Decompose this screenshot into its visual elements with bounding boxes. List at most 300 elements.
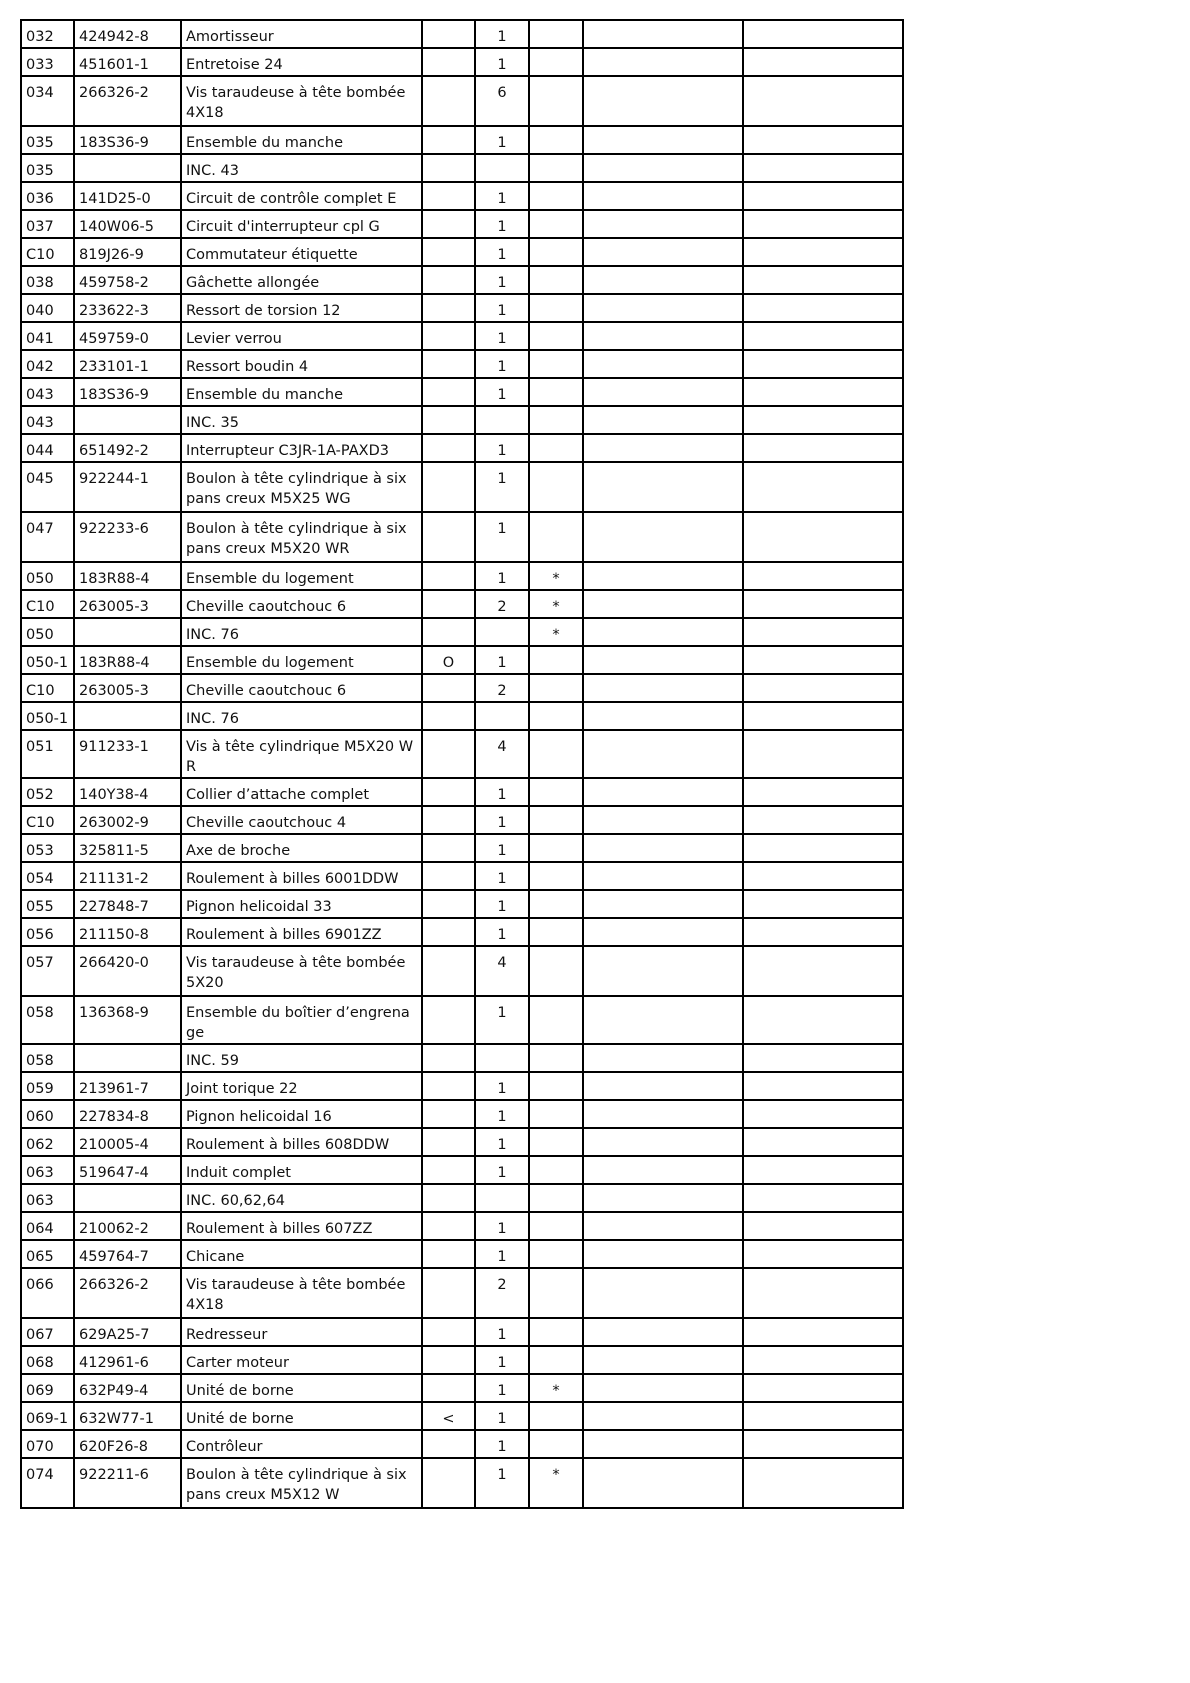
table-row: [21, 1430, 903, 1458]
quantity-cell: 6: [475, 76, 529, 126]
description-cell: Entretoise 24: [181, 48, 422, 76]
blank-cell: [583, 806, 743, 834]
mark-cell: [422, 182, 475, 210]
table-row: [21, 48, 903, 76]
blank-cell: [583, 946, 743, 996]
part-code-cell: [74, 618, 181, 646]
description-cell: Pignon helicoidal 16: [181, 1100, 422, 1128]
mark-cell: [422, 996, 475, 1044]
blank-cell: [583, 512, 743, 562]
blank-cell: [583, 434, 743, 462]
blank-cell: [743, 406, 903, 434]
blank-cell: [743, 778, 903, 806]
note-cell: [529, 1346, 583, 1374]
part-code-cell: 227848-7: [74, 890, 181, 918]
blank-cell: [583, 210, 743, 238]
item-number-cell: 052: [21, 778, 74, 806]
blank-cell: [583, 1184, 743, 1212]
mark-cell: [422, 350, 475, 378]
part-code-cell: 325811-5: [74, 834, 181, 862]
blank-cell: [743, 1128, 903, 1156]
mark-cell: [422, 154, 475, 182]
table-row: [21, 378, 903, 406]
description-cell: Boulon à tête cylindrique à six pans creux M5X20 WR: [181, 512, 422, 562]
note-cell: [529, 322, 583, 350]
note-cell: [529, 1212, 583, 1240]
mark-cell: [422, 126, 475, 154]
note-cell: [529, 890, 583, 918]
note-cell: [529, 48, 583, 76]
quantity-cell: 1: [475, 996, 529, 1044]
part-code-cell: 424942-8: [74, 20, 181, 48]
quantity-cell: 1: [475, 378, 529, 406]
note-cell: *: [529, 590, 583, 618]
mark-cell: [422, 1374, 475, 1402]
blank-cell: [583, 918, 743, 946]
note-cell: [529, 1430, 583, 1458]
blank-cell: [743, 1100, 903, 1128]
description-cell: Joint torique 22: [181, 1072, 422, 1100]
item-number-cell: 047: [21, 512, 74, 562]
note-cell: [529, 918, 583, 946]
item-number-cell: 058: [21, 996, 74, 1044]
mark-cell: [422, 890, 475, 918]
note-cell: [529, 778, 583, 806]
blank-cell: [743, 562, 903, 590]
item-number-cell: 036: [21, 182, 74, 210]
description-cell: Vis taraudeuse à tête bombée 4X18: [181, 76, 422, 126]
quantity-cell: 1: [475, 1346, 529, 1374]
blank-cell: [743, 76, 903, 126]
quantity-cell: 4: [475, 946, 529, 996]
quantity-cell: [475, 406, 529, 434]
quantity-cell: 1: [475, 1100, 529, 1128]
blank-cell: [743, 890, 903, 918]
table-row: [21, 890, 903, 918]
note-cell: [529, 406, 583, 434]
quantity-cell: 1: [475, 512, 529, 562]
mark-cell: [422, 1240, 475, 1268]
item-number-cell: 063: [21, 1156, 74, 1184]
item-number-cell: 041: [21, 322, 74, 350]
table-row: [21, 834, 903, 862]
part-code-cell: 629A25-7: [74, 1318, 181, 1346]
note-cell: [529, 266, 583, 294]
description-cell: Axe de broche: [181, 834, 422, 862]
blank-cell: [743, 20, 903, 48]
part-code-cell: 519647-4: [74, 1156, 181, 1184]
part-code-cell: [74, 406, 181, 434]
table-row: [21, 562, 903, 590]
note-cell: [529, 674, 583, 702]
note-cell: [529, 210, 583, 238]
quantity-cell: 1: [475, 918, 529, 946]
part-code-cell: 140Y38-4: [74, 778, 181, 806]
item-number-cell: 040: [21, 294, 74, 322]
quantity-cell: 2: [475, 674, 529, 702]
blank-cell: [583, 996, 743, 1044]
item-number-cell: 045: [21, 462, 74, 512]
part-code-cell: 819J26-9: [74, 238, 181, 266]
mark-cell: [422, 778, 475, 806]
mark-cell: [422, 1346, 475, 1374]
quantity-cell: 1: [475, 890, 529, 918]
blank-cell: [583, 238, 743, 266]
mark-cell: [422, 1128, 475, 1156]
blank-cell: [743, 590, 903, 618]
blank-cell: [583, 1212, 743, 1240]
description-cell: Induit complet: [181, 1156, 422, 1184]
part-code-cell: 459758-2: [74, 266, 181, 294]
part-code-cell: 266420-0: [74, 946, 181, 996]
blank-cell: [743, 238, 903, 266]
quantity-cell: 1: [475, 1240, 529, 1268]
blank-cell: [743, 834, 903, 862]
table-row: [21, 806, 903, 834]
blank-cell: [583, 350, 743, 378]
quantity-cell: 1: [475, 210, 529, 238]
blank-cell: [583, 126, 743, 154]
blank-cell: [743, 730, 903, 778]
note-cell: *: [529, 618, 583, 646]
note-cell: [529, 434, 583, 462]
description-cell: Roulement à billes 608DDW: [181, 1128, 422, 1156]
table-row: [21, 1268, 903, 1318]
quantity-cell: 1: [475, 238, 529, 266]
part-code-cell: [74, 1044, 181, 1072]
mark-cell: [422, 806, 475, 834]
quantity-cell: 1: [475, 646, 529, 674]
description-cell: Ensemble du logement: [181, 562, 422, 590]
item-number-cell: 055: [21, 890, 74, 918]
blank-cell: [583, 1402, 743, 1430]
description-cell: Vis taraudeuse à tête bombée 5X20: [181, 946, 422, 996]
blank-cell: [583, 646, 743, 674]
note-cell: *: [529, 1458, 583, 1508]
blank-cell: [743, 126, 903, 154]
blank-cell: [743, 462, 903, 512]
part-code-cell: [74, 154, 181, 182]
blank-cell: [743, 294, 903, 322]
table-row: [21, 1072, 903, 1100]
item-number-cell: 057: [21, 946, 74, 996]
item-number-cell: 070: [21, 1430, 74, 1458]
blank-cell: [583, 462, 743, 512]
blank-cell: [743, 1240, 903, 1268]
mark-cell: [422, 730, 475, 778]
item-number-cell: 056: [21, 918, 74, 946]
mark-cell: [422, 1156, 475, 1184]
note-cell: [529, 1044, 583, 1072]
mark-cell: [422, 322, 475, 350]
description-cell: Unité de borne: [181, 1374, 422, 1402]
item-number-cell: 064: [21, 1212, 74, 1240]
table-row: [21, 1374, 903, 1402]
part-code-cell: 233101-1: [74, 350, 181, 378]
note-cell: [529, 182, 583, 210]
blank-cell: [583, 702, 743, 730]
note-cell: [529, 1072, 583, 1100]
mark-cell: [422, 1072, 475, 1100]
mark-cell: [422, 1458, 475, 1508]
mark-cell: [422, 1044, 475, 1072]
blank-cell: [743, 48, 903, 76]
note-cell: *: [529, 562, 583, 590]
description-cell: Levier verrou: [181, 322, 422, 350]
description-cell: Circuit de contrôle complet E: [181, 182, 422, 210]
blank-cell: [583, 154, 743, 182]
table-row: [21, 996, 903, 1044]
mark-cell: [422, 1212, 475, 1240]
note-cell: [529, 1240, 583, 1268]
table-row: [21, 918, 903, 946]
mark-cell: [422, 1100, 475, 1128]
quantity-cell: [475, 1184, 529, 1212]
part-code-cell: 922233-6: [74, 512, 181, 562]
mark-cell: [422, 590, 475, 618]
quantity-cell: 1: [475, 862, 529, 890]
quantity-cell: 1: [475, 1072, 529, 1100]
description-cell: Boulon à tête cylindrique à six pans creux M5X25 WG: [181, 462, 422, 512]
blank-cell: [743, 210, 903, 238]
part-code-cell: 136368-9: [74, 996, 181, 1044]
table-row: [21, 702, 903, 730]
blank-cell: [743, 378, 903, 406]
table-row: [21, 1240, 903, 1268]
item-number-cell: 037: [21, 210, 74, 238]
part-code-cell: 459764-7: [74, 1240, 181, 1268]
mark-cell: [422, 702, 475, 730]
blank-cell: [583, 862, 743, 890]
part-code-cell: 922244-1: [74, 462, 181, 512]
table-row: [21, 238, 903, 266]
item-number-cell: 058: [21, 1044, 74, 1072]
item-number-cell: 062: [21, 1128, 74, 1156]
part-code-cell: 141D25-0: [74, 182, 181, 210]
item-number-cell: 035: [21, 126, 74, 154]
mark-cell: [422, 378, 475, 406]
blank-cell: [743, 182, 903, 210]
part-code-cell: 620F26-8: [74, 1430, 181, 1458]
note-cell: [529, 238, 583, 266]
part-code-cell: 140W06-5: [74, 210, 181, 238]
blank-cell: [583, 590, 743, 618]
quantity-cell: [475, 702, 529, 730]
description-cell: INC. 35: [181, 406, 422, 434]
blank-cell: [583, 1100, 743, 1128]
description-cell: Ensemble du manche: [181, 126, 422, 154]
quantity-cell: 1: [475, 1374, 529, 1402]
blank-cell: [583, 834, 743, 862]
item-number-cell: 050: [21, 562, 74, 590]
item-number-cell: 066: [21, 1268, 74, 1318]
blank-cell: [743, 1268, 903, 1318]
description-cell: INC. 76: [181, 618, 422, 646]
item-number-cell: 050-1: [21, 646, 74, 674]
blank-cell: [743, 1374, 903, 1402]
quantity-cell: 2: [475, 1268, 529, 1318]
note-cell: [529, 806, 583, 834]
part-code-cell: 266326-2: [74, 76, 181, 126]
blank-cell: [743, 1402, 903, 1430]
blank-cell: [583, 76, 743, 126]
blank-cell: [583, 1318, 743, 1346]
mark-cell: [422, 462, 475, 512]
table-row: [21, 182, 903, 210]
blank-cell: [743, 946, 903, 996]
part-code-cell: 911233-1: [74, 730, 181, 778]
description-cell: Roulement à billes 607ZZ: [181, 1212, 422, 1240]
mark-cell: [422, 674, 475, 702]
description-cell: INC. 76: [181, 702, 422, 730]
mark-cell: O: [422, 646, 475, 674]
note-cell: [529, 1156, 583, 1184]
table-row: [21, 294, 903, 322]
item-number-cell: C10: [21, 674, 74, 702]
mark-cell: [422, 618, 475, 646]
blank-cell: [583, 1430, 743, 1458]
mark-cell: [422, 406, 475, 434]
description-cell: Vis à tête cylindrique M5X20 WR: [181, 730, 422, 778]
blank-cell: [583, 1240, 743, 1268]
mark-cell: [422, 946, 475, 996]
quantity-cell: 1: [475, 834, 529, 862]
description-cell: Pignon helicoidal 33: [181, 890, 422, 918]
mark-cell: [422, 1318, 475, 1346]
blank-cell: [743, 702, 903, 730]
note-cell: [529, 1128, 583, 1156]
blank-cell: [743, 674, 903, 702]
mark-cell: <: [422, 1402, 475, 1430]
parts-table-body: [21, 20, 903, 1508]
item-number-cell: 050: [21, 618, 74, 646]
blank-cell: [583, 266, 743, 294]
blank-cell: [583, 1268, 743, 1318]
table-row: [21, 20, 903, 48]
note-cell: [529, 462, 583, 512]
mark-cell: [422, 918, 475, 946]
description-cell: Ressort boudin 4: [181, 350, 422, 378]
description-cell: Chicane: [181, 1240, 422, 1268]
table-row: [21, 590, 903, 618]
part-code-cell: 632P49-4: [74, 1374, 181, 1402]
table-row: [21, 406, 903, 434]
blank-cell: [743, 1044, 903, 1072]
quantity-cell: 1: [475, 806, 529, 834]
item-number-cell: 069: [21, 1374, 74, 1402]
quantity-cell: 1: [475, 1318, 529, 1346]
quantity-cell: 4: [475, 730, 529, 778]
table-row: [21, 1212, 903, 1240]
blank-cell: [583, 618, 743, 646]
part-code-cell: 412961-6: [74, 1346, 181, 1374]
part-code-cell: 632W77-1: [74, 1402, 181, 1430]
table-row: [21, 154, 903, 182]
blank-cell: [743, 350, 903, 378]
mark-cell: [422, 1268, 475, 1318]
blank-cell: [743, 266, 903, 294]
table-row: [21, 210, 903, 238]
blank-cell: [583, 20, 743, 48]
blank-cell: [583, 294, 743, 322]
item-number-cell: 060: [21, 1100, 74, 1128]
description-cell: Ensemble du manche: [181, 378, 422, 406]
table-row: [21, 1044, 903, 1072]
quantity-cell: [475, 154, 529, 182]
blank-cell: [743, 1458, 903, 1508]
description-cell: Ensemble du logement: [181, 646, 422, 674]
blank-cell: [583, 730, 743, 778]
note-cell: [529, 996, 583, 1044]
description-cell: Roulement à billes 6001DDW: [181, 862, 422, 890]
note-cell: [529, 946, 583, 996]
blank-cell: [583, 322, 743, 350]
blank-cell: [743, 434, 903, 462]
blank-cell: [583, 1374, 743, 1402]
quantity-cell: 1: [475, 266, 529, 294]
description-cell: INC. 59: [181, 1044, 422, 1072]
quantity-cell: 1: [475, 322, 529, 350]
item-number-cell: 035: [21, 154, 74, 182]
blank-cell: [743, 646, 903, 674]
table-row: [21, 646, 903, 674]
item-number-cell: 033: [21, 48, 74, 76]
part-code-cell: [74, 702, 181, 730]
note-cell: [529, 350, 583, 378]
description-cell: INC. 60,62,64: [181, 1184, 422, 1212]
quantity-cell: 1: [475, 350, 529, 378]
table-row: [21, 1156, 903, 1184]
quantity-cell: 1: [475, 1212, 529, 1240]
item-number-cell: 059: [21, 1072, 74, 1100]
item-number-cell: 053: [21, 834, 74, 862]
item-number-cell: 032: [21, 20, 74, 48]
blank-cell: [743, 1184, 903, 1212]
quantity-cell: 1: [475, 778, 529, 806]
quantity-cell: 1: [475, 182, 529, 210]
note-cell: [529, 512, 583, 562]
description-cell: Boulon à tête cylindrique à six pans creux M5X12 W: [181, 1458, 422, 1508]
note-cell: [529, 730, 583, 778]
table-row: [21, 778, 903, 806]
part-code-cell: 651492-2: [74, 434, 181, 462]
part-code-cell: 459759-0: [74, 322, 181, 350]
part-code-cell: 451601-1: [74, 48, 181, 76]
blank-cell: [583, 406, 743, 434]
blank-cell: [583, 1072, 743, 1100]
part-code-cell: 211131-2: [74, 862, 181, 890]
description-cell: Gâchette allongée: [181, 266, 422, 294]
blank-cell: [583, 1346, 743, 1374]
part-code-cell: 233622-3: [74, 294, 181, 322]
blank-cell: [743, 322, 903, 350]
item-number-cell: 063: [21, 1184, 74, 1212]
blank-cell: [583, 378, 743, 406]
table-row: [21, 1128, 903, 1156]
note-cell: [529, 1268, 583, 1318]
blank-cell: [743, 512, 903, 562]
mark-cell: [422, 562, 475, 590]
item-number-cell: 068: [21, 1346, 74, 1374]
table-row: [21, 434, 903, 462]
table-row: [21, 350, 903, 378]
quantity-cell: 1: [475, 434, 529, 462]
description-cell: INC. 43: [181, 154, 422, 182]
description-cell: Carter moteur: [181, 1346, 422, 1374]
item-number-cell: C10: [21, 238, 74, 266]
blank-cell: [583, 1128, 743, 1156]
item-number-cell: 043: [21, 378, 74, 406]
